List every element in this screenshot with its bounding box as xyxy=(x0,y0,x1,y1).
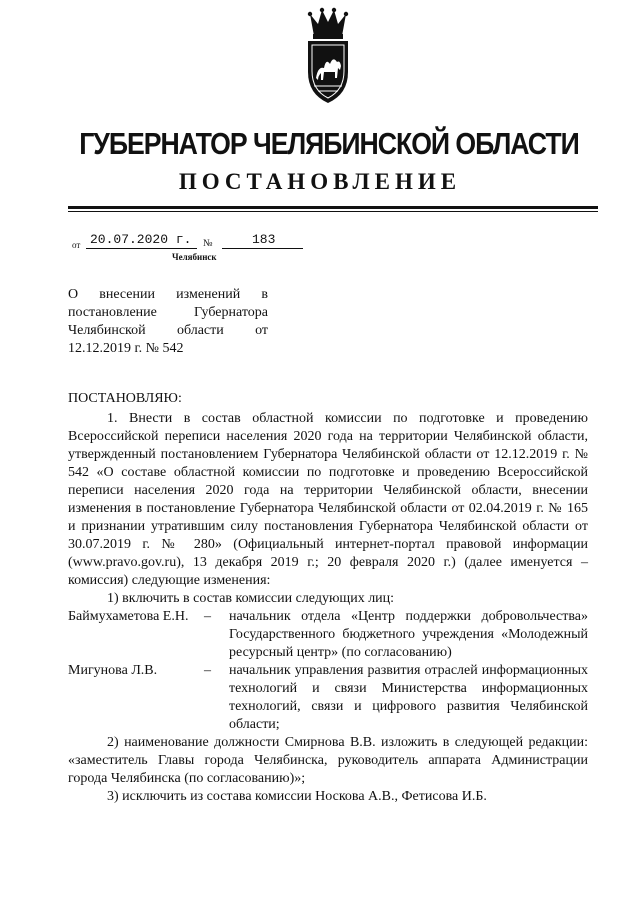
item-1: 1) включить в состав комиссии следующих лиц: xyxy=(107,591,395,606)
person-dash: – xyxy=(204,609,211,624)
person-row xyxy=(68,662,588,734)
person-dash: – xyxy=(204,663,211,678)
resolve-heading: ПОСТАНОВЛЯЮ: xyxy=(68,391,182,406)
coat-of-arms-icon xyxy=(300,6,356,106)
person-position: начальник отдела «Центр поддержки добровольчества» Государственного бюджетного учреждения «Молодежный ресурсный центр» (по согласованию) xyxy=(229,609,588,660)
document-type: ПОСТАНОВЛЕНИЕ xyxy=(178,169,462,194)
header-rule-thin xyxy=(68,211,598,212)
document-number: 183 xyxy=(222,232,303,249)
document-date: 20.07.2020 г. xyxy=(86,232,197,249)
number-label: № xyxy=(203,238,213,249)
header-rule-thick xyxy=(68,206,598,209)
date-prefix: от xyxy=(72,240,81,250)
governor-title: ГУБЕРНАТОР ЧЕЛЯБИНСКОЙ ОБЛАСТИ xyxy=(79,126,579,161)
paragraph-1: 1. Внести в состав областной комиссии по подготовке и проведению Всероссийской переписи населения 2020 года на территории Челябинской области, утвержденный постановлением Губернатора Челябинской области от 12.12.2019 г. № 542 «О составе областной комиссии по подготовке и проведению Всероссийской переписи населения 2020 года на территории Челябинской области, внесении изменения в постановление Губернатора Челябинской области от 02.04.2019 г. № 165 и признании утратившим силу постановления Губернатора Челябинской области от 30.07.2019 г. № 280» (Официальный интернет-портал правовой информации (www.pravo.gov.ru), 13 декабря 2019 г.; 20 февраля 2020 г.) (далее именуется – комиссия) следующие изменения: xyxy=(68,411,588,588)
city-name: Челябинск xyxy=(172,252,217,262)
document-body xyxy=(68,390,588,806)
document-meta xyxy=(72,232,372,252)
item-3: 3) исключить из состава комиссии Носкова А.В., Фетисова И.Б. xyxy=(107,789,487,804)
person-position: начальник управления развития отраслей информационных технологий и связи Министерства информационных технологий, связи и цифрового развития Челябинской области; xyxy=(229,663,588,732)
document-subject: О внесении изменений в постановление Губернатора Челябинской области от 12.12.2019 г. № 542 xyxy=(68,287,268,356)
item-2: 2) наименование должности Смирнова В.В. изложить в следующей редакции: «заместитель Главы города Челябинска, руководитель аппарата Администрации города Челябинска (по согласованию)»; xyxy=(68,735,588,786)
person-row xyxy=(68,608,588,662)
person-name: Мигунова Л.В. xyxy=(68,663,158,678)
person-name: Баймухаметова Е.Н. xyxy=(68,609,189,624)
